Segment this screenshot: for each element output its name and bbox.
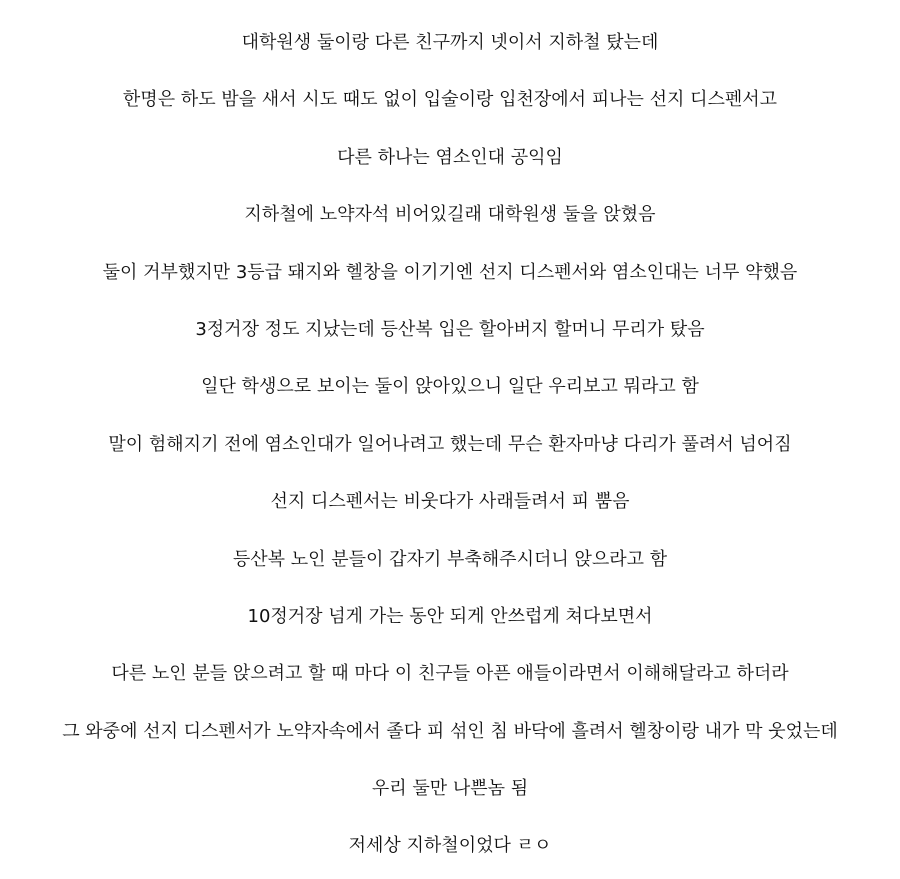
- story-text: [0, 14, 900, 875]
- story-line: 그 와중에 선지 디스펜서가 노약자속에서 졸다 피 섞인 침 바닥에 흘려서 헬창이랑 내가 막 웃었는데: [62, 720, 838, 742]
- story-line: 일단 학생으로 보이는 둘이 앉아있으니 일단 우리보고 뭐라고 함: [201, 376, 699, 398]
- story-line: 우리 둘만 나쁜놈 됨: [371, 778, 529, 800]
- story-line: 지하철에 노약자석 비어있길래 대학원생 둘을 앉혔음: [244, 204, 656, 226]
- story-line: 다른 하나는 염소인대 공익임: [337, 146, 563, 168]
- story-line: 등산복 노인 분들이 갑자기 부축해주시더니 앉으라고 함: [232, 548, 668, 570]
- story-line: 둘이 거부했지만 3등급 돼지와 헬창을 이기기엔 선지 디스펜서와 염소인대는 너무 약했음: [102, 261, 798, 283]
- story-line: 10정거장 넘게 가는 동안 되게 안쓰럽게 쳐다보면서: [247, 605, 653, 627]
- story-line: 저세상 지하철이었다 ㄹㅇ: [348, 835, 552, 857]
- story-line: 말이 험해지기 전에 염소인대가 일어나려고 했는데 무슨 환자마냥 다리가 풀려서 넘어짐: [108, 433, 792, 455]
- story-line: 한명은 하도 밤을 새서 시도 때도 없이 입술이랑 입천장에서 피나는 선지 디스펜서고: [122, 89, 778, 111]
- story-line: 대학원생 둘이랑 다른 친구까지 넷이서 지하철 탔는데: [241, 32, 659, 53]
- story-line: 다른 노인 분들 앉으려고 할 때 마다 이 친구들 아픈 애들이라면서 이해해달라고 하더라: [111, 663, 789, 685]
- story-line: 선지 디스펜서는 비웃다가 사래들려서 피 뿜음: [270, 491, 630, 513]
- story-line: 3정거장 정도 지났는데 등산복 입은 할아버지 할머니 무리가 탔음: [195, 318, 705, 340]
